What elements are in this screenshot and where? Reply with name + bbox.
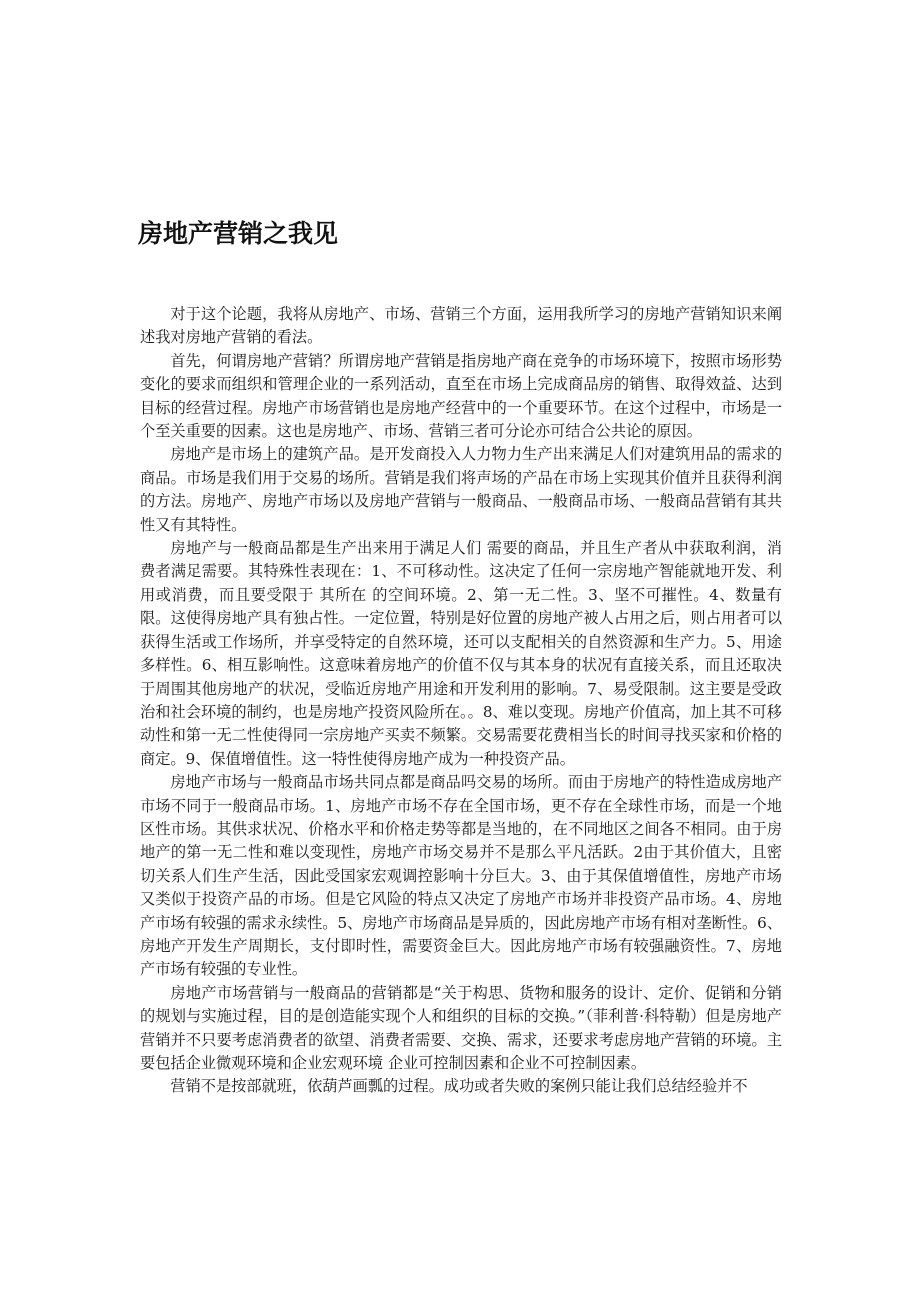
paragraph-marketing-definition: 房地产市场营销与一般商品的营销都是“关于构思、货物和服务的设计、定价、促销和分销的规划与实施过程，目的是创造能实现个人和组织的目标的交换。”（菲利普·科特勒）但是房地产营销并不只要考虑消费者的欲望、消费者需要、交换、需求，还要求考虑房地产营销的环境。主要包括企业微观环境和企业宏观环境 企业可控制因素和企业不可控制因素。 xyxy=(140,983,782,1072)
paragraph-definition: 首先，何谓房地产营销？所谓房地产营销是指房地产商在竞争的市场环境下，按照市场形势变化的要求而组织和管理企业的一系列活动，直至在市场上完成商品房的销售、取得效益、达到目标的经营过程。房地产市场营销也是房地产经营中的一个重要环节。在这个过程中，市场是一个至关重要的因素。这也是房地产、市场、营销三者可分论亦可结合公共论的原因。 xyxy=(140,351,782,441)
paragraph-intro: 对于这个论题，我将从房地产、市场、营销三个方面，运用我所学习的房地产营销知识来阐述我对房地产营销的看法。 xyxy=(140,305,782,347)
paragraph-market-characteristics: 房地产市场与一般商品市场共同点都是商品吗交易的场所。而由于房地产的特性造成房地产市场不同于一般商品市场。1、房地产市场不存在全国市场，更不存在全球性市场，而是一个地区性市场。其供求状况、价格水平和价格走势等都是当地的，在不同地区之间各不相同。由于房地产的第一无二性和难以变现性，房地产市场交易并不是那么平凡活跃。2由于其价值大，且密切关系人们生产生活，因此受国家宏观调控影响十分巨大。3、由于其保值增值性，房地产市场又类似于投资产品的市场。但是它风险的特点又决定了房地产市场并非投资产品市场。4、房地产市场有较强的需求永续性。5、房地产市场商品是异质的，因此房地产市场有相对垄断性。6、房地产开发生产周期长，支付即时性，需要资金巨大。因此房地产市场有较强融资性。7、房地产市场有较强的专业性。 xyxy=(140,773,783,979)
paragraph-real-estate-product: 房地产是市场上的建筑产品。是开发商投入人力物力生产出来满足人们对建筑用品的需求的商品。市场是我们用于交易的场所。营销是我们将声场的产品在市场上实现其价值并且获得利润的方法。房地产、房地产市场以及房地产营销与一般商品、一般商品市场、一般商品营销有其共性又有其特性。 xyxy=(140,445,782,534)
paragraph-real-estate-characteristics: 房地产与一般商品都是生产出来用于满足人们 需要的商品，并且生产者从中获取利润，消费者满足需要。其特殊性表现在：1、不可移动性。这决定了任何一宗房地产智能就地开发、利用或消费，而且要受限于 其所在 的空间环境。2、第一无二性。3、坚不可摧性。4、数量有限。这使得房地产具有独占性。一定位置，特别是好位置的房地产被人占用之后，则占用者可以获得生活或工作场所，并享受特定的自然环境，还可以支配相关的自然资源和生产力。5、用途多样性。6、相互影响性。这意味着房地产的价值不仅与其本身的状况有直接关系，而且还取决于周围其他房地产的状况，受临近房地产用途和开发利用的影响。7、易受限制。这主要是受政治和社会环境的制约，也是房地产投资风险所在。。8、难以变现。房地产价值高，加上其不可移动性和第一无二性使得同一宗房地产买卖不频繁。交易需要花费相当长的时间寻找买家和价格的商定。9、保值增值性。这一特性使得房地产成为一种投资产品。 xyxy=(140,539,782,768)
document-title: 房地产营销之我见 xyxy=(138,219,339,248)
paragraph-marketing-process: 营销不是按部就班，依葫芦画瓢的过程。成功或者失败的案例只能让我们总结经验并不 xyxy=(170,1077,748,1096)
document-body xyxy=(140,303,782,1099)
